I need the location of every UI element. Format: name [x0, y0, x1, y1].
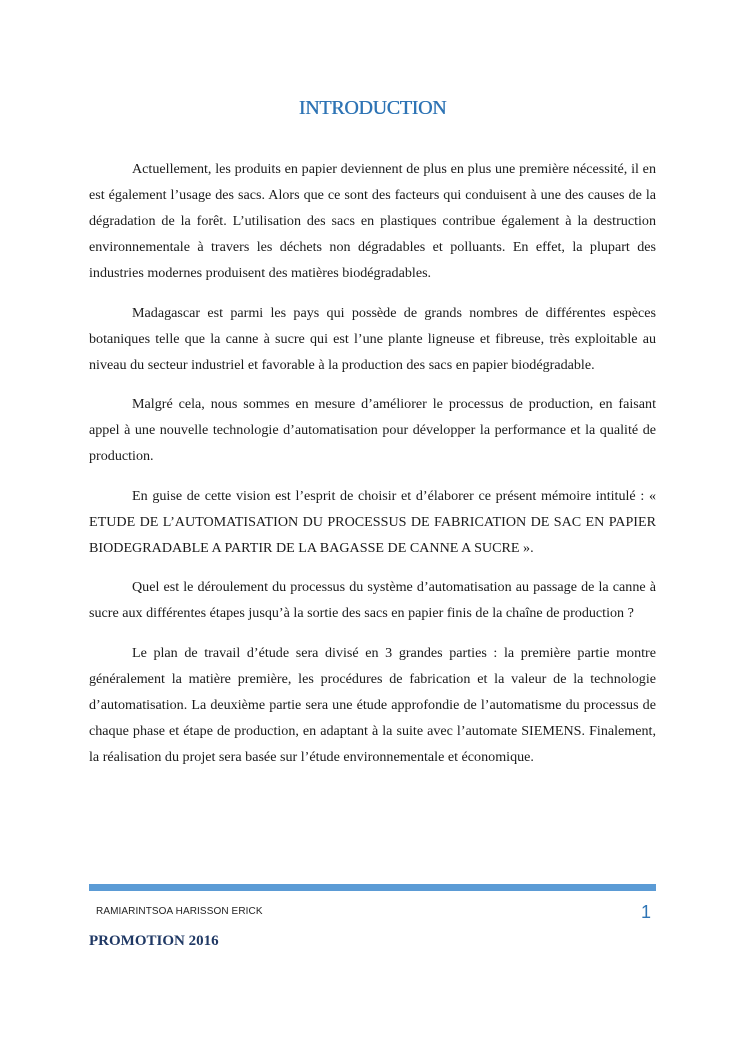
- paragraph-6: Le plan de travail d’étude sera divisé en 3 grandes parties : la première partie montre généralement la matière première, les procédures de fabrication et la valeur de la technologie d’automatisation. La deuxième partie sera une étude approfondie de l’automatisme du processus de chaque phase et étape de production, en adaptant à la suite avec l’automate SIEMENS. Finalement, la réalisation du projet sera basée sur l’étude environnementale et économique.: [89, 644, 656, 765]
- paragraph-4: En guise de cette vision est l’esprit de choisir et d’élaborer ce présent mémoire intitulé : « ETUDE DE L’AUTOMATISATION DU PROCESSUS DE FABRICATION DE SAC EN PAPIER BIODEGRADABLE A PARTIR DE LA BAGASSE DE CANNE A SUCRE ».: [89, 487, 656, 556]
- promotion-label: PROMOTION 2016: [89, 933, 219, 949]
- paragraph-5: Quel est le déroulement du processus du système d’automatisation au passage de la canne à sucre aux différentes étapes jusqu’à la sortie des sacs en papier finis de la chaîne de production ?: [89, 579, 656, 621]
- body-text: [89, 156, 656, 783]
- page-title: INTRODUCTION: [298, 97, 447, 119]
- page-number: 1: [640, 902, 651, 922]
- paragraph-3: Malgré cela, nous sommes en mesure d’améliorer le processus de production, en faisant appel à une nouvelle technologie d’automatisation pour développer la performance et la qualité de production.: [89, 396, 656, 464]
- footer-author: RAMIARINTSOA HARISSON ERICK: [96, 906, 263, 917]
- paragraph-1: Actuellement, les produits en papier deviennent de plus en plus une première nécessité, il en est également l’usage des sacs. Alors que ce sont des facteurs qui conduisent à une des causes de la dégradation de la forêt. L’utilisation des sacs en plastiques contribue également à la destruction environnementale à travers les déchets non dégradables et polluants. En effet, la plupart des industries modernes produisent des matières biodégradables.: [89, 161, 656, 281]
- paragraph-2: Madagascar est parmi les pays qui possède de grands nombres de différentes espèces botaniques telle que la canne à sucre qui est l’une plante ligneuse et fibreuse, très exploitable au niveau du secteur industriel et favorable à la production des sacs en papier biodégradable.: [89, 304, 656, 373]
- footer-divider: [89, 884, 656, 891]
